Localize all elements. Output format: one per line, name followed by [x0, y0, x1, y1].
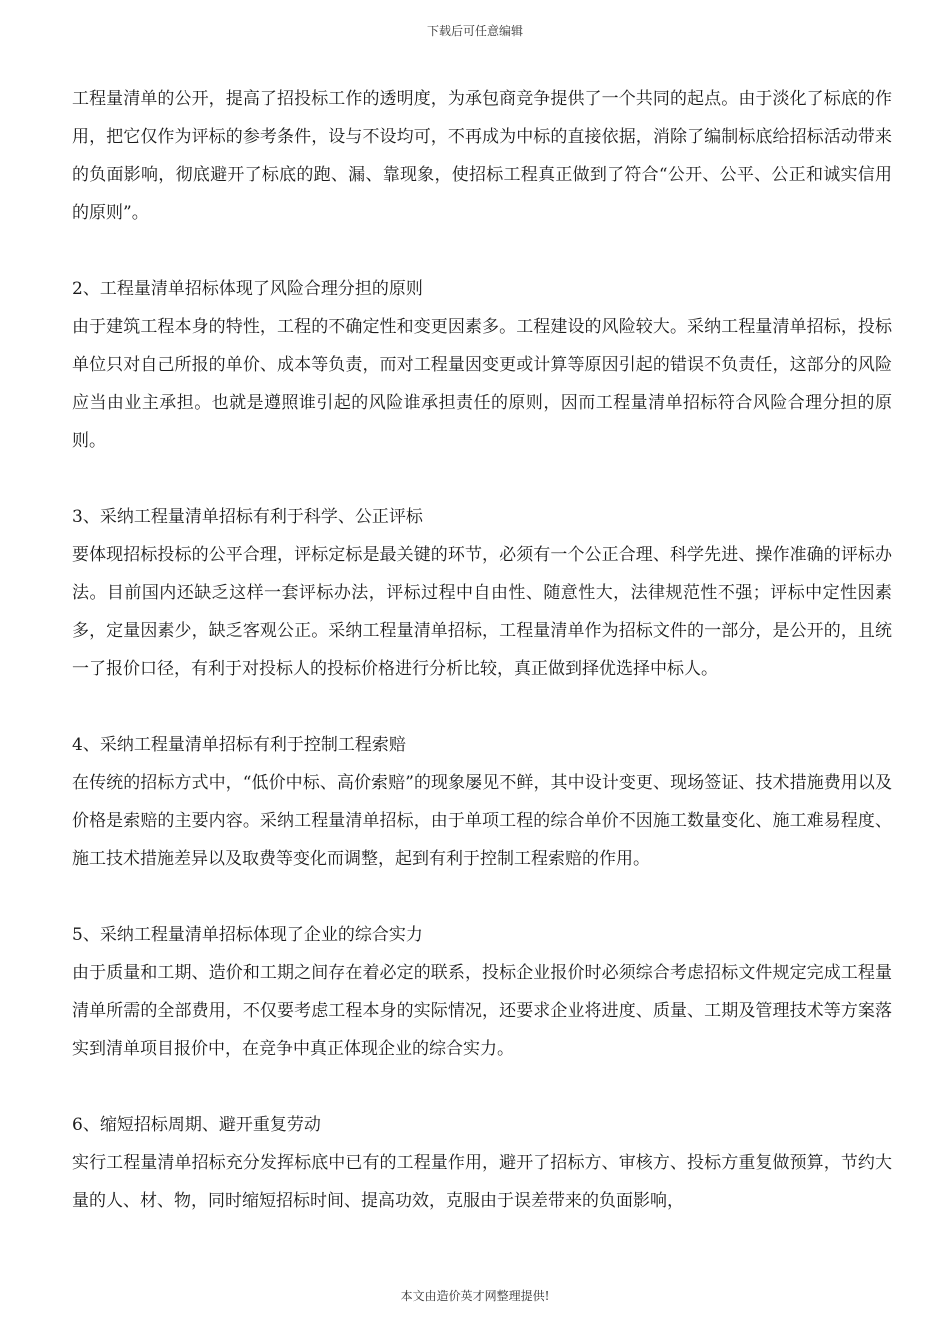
section-heading: 5、采纳工程量清单招标体现了企业的综合实力 — [72, 925, 423, 945]
section-heading: 3、采纳工程量清单招标有利于科学、公正评标 — [72, 507, 423, 527]
section-body: 由于建筑工程本身的特性，工程的不确定性和变更因素多。工程建设的风险较大。采纳工程量清单招标，投标单位只对自己所报的单价、成本等负责，而对工程量因变更或计算等原因引起的错误不负责任，这部分的风险应当由业主承担。也就是遵照谁引起的风险谁承担责任的原则，因而工程量清单招标符合风险合理分担的原则。 — [72, 317, 892, 451]
page-header: 下载后可任意编辑 — [426, 24, 523, 38]
section-heading: 4、采纳工程量清单招标有利于控制工程索赔 — [72, 735, 406, 755]
section-4 — [72, 726, 892, 878]
section-body: 在传统的招标方式中，“低价中标、高价索赔”的现象屡见不鲜，其中设计变更、现场签证、技术措施费用以及价格是索赔的主要内容。采纳工程量清单招标，由于单项工程的综合单价不因施工数量变化、施工难易程度、施工技术措施差异以及取费等变化而调整，起到有利于控制工程索赔的作用。 — [72, 773, 892, 869]
section-body: 要体现招标投标的公平合理，评标定标是最关键的环节，必须有一个公正合理、科学先进、操作准确的评标办法。目前国内还缺乏这样一套评标办法，评标过程中自由性、随意性大，法律规范性不强；评标中定性因素多，定量因素少，缺乏客观公正。采纳工程量清单招标，工程量清单作为招标文件的一部分，是公开的，且统一了报价口径，有利于对投标人的投标价格进行分析比较，真正做到择优选择中标人。 — [72, 545, 892, 679]
section-3 — [72, 498, 892, 688]
section-body: 实行工程量清单招标充分发挥标底中已有的工程量作用，避开了招标方、审核方、投标方重复做预算，节约大量的人、材、物，同时缩短招标时间、提高功效，克服由于误差带来的负面影响， — [72, 1153, 892, 1211]
section-2 — [72, 270, 892, 460]
section-body: 由于质量和工期、造价和工期之间存在着必定的联系，投标企业报价时必须综合考虑招标文件规定完成工程量清单所需的全部费用，不仅要考虑工程本身的实际情况，还要求企业将进度、质量、工期及管理技术等方案落实到清单项目报价中，在竞争中真正体现企业的综合实力。 — [72, 963, 892, 1059]
section-5 — [72, 916, 892, 1068]
document-body — [72, 80, 892, 1220]
intro-paragraph: 工程量清单的公开，提高了招投标工作的透明度，为承包商竞争提供了一个共同的起点。由于淡化了标底的作用，把它仅作为评标的参考条件，设与不设均可，不再成为中标的直接依据，消除了编制标底给招标活动带来的负面影响，彻底避开了标底的跑、漏、靠现象，使招标工程真正做到了符合“公开、公平、公正和诚实信用的原则”。 — [72, 89, 892, 223]
page-footer: 本文由造价英才网整理提供! — [400, 1289, 550, 1303]
section-heading: 6、缩短招标周期、避开重复劳动 — [72, 1115, 321, 1135]
section-6 — [72, 1106, 892, 1220]
section-heading: 2、工程量清单招标体现了风险合理分担的原则 — [72, 279, 423, 299]
